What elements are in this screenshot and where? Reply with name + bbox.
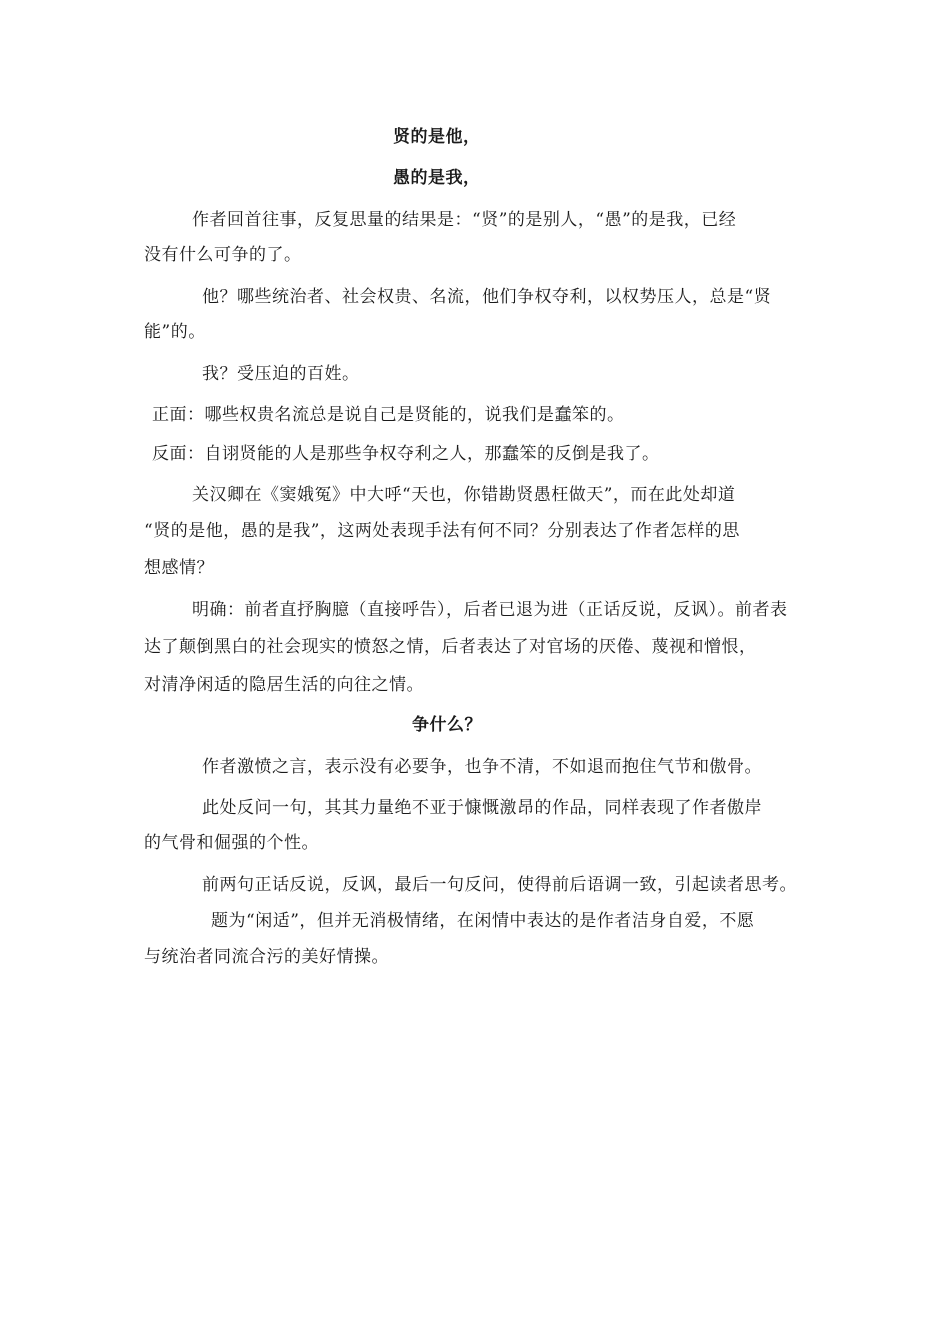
paragraph-11-line-1: 题为“闲适”，但并无消极情绪，在闲情中表达的是作者洁身自爱，不愿 [211, 911, 755, 931]
paragraph-3-line-1: 我？受压迫的百姓。 [202, 364, 360, 384]
paragraph-6-line-1: 关汉卿在《窦娥冤》中大呼“天也，你错勘贤愚枉做天”，而在此处却道 [192, 485, 736, 505]
paragraph-11-line-2: 与统治者同流合污的美好情操。 [144, 947, 389, 967]
paragraph-7-line-1: 明确：前者直抒胸臆（直接呼告），后者已退为进（正话反说，反讽）。前者表 [192, 600, 788, 620]
heading-xian-de-shi-ta: 贤的是他， [393, 127, 481, 147]
paragraph-9-line-2: 的气骨和倔强的个性。 [144, 833, 319, 853]
paragraph-7-line-2: 达了颠倒黑白的社会现实的愤怒之情，后者表达了对官场的厌倦、蔑视和憎恨， [144, 637, 757, 657]
paragraph-5-line-1: 反面：自诩贤能的人是那些争权夺利之人，那蠢笨的反倒是我了。 [152, 444, 660, 464]
paragraph-1-line-2: 没有什么可争的了。 [144, 245, 302, 265]
paragraph-6-line-2: “贤的是他，愚的是我”，这两处表现手法有何不同？分别表达了作者怎样的思 [144, 521, 740, 541]
paragraph-4-line-1: 正面：哪些权贵名流总是说自己是贤能的，说我们是蠢笨的。 [152, 405, 625, 425]
paragraph-1-line-1: 作者回首往事，反复思量的结果是：“贤”的是别人，“愚”的是我，已经 [192, 210, 737, 230]
paragraph-2-line-2: 能”的。 [144, 322, 206, 342]
paragraph-8-line-1: 作者激愤之言，表示没有必要争，也争不清，不如退而抱住气节和傲骨。 [202, 757, 762, 777]
paragraph-2-line-1: 他？哪些统治者、社会权贵、名流，他们争权夺利，以权势压人，总是“贤 [202, 287, 772, 307]
paragraph-7-line-3: 对清净闲适的隐居生活的向往之情。 [144, 675, 424, 695]
paragraph-6-line-3: 想感情？ [144, 558, 214, 578]
heading-zheng-shen-me: 争什么？ [412, 715, 482, 735]
paragraph-9-line-1: 此处反问一句，其其力量绝不亚于慷慨激昂的作品，同样表现了作者傲岸 [202, 798, 762, 818]
paragraph-10-line-1: 前两句正话反说，反讽，最后一句反问，使得前后语调一致，引起读者思考。 [202, 875, 797, 895]
heading-yu-de-shi-wo: 愚的是我， [393, 168, 481, 188]
